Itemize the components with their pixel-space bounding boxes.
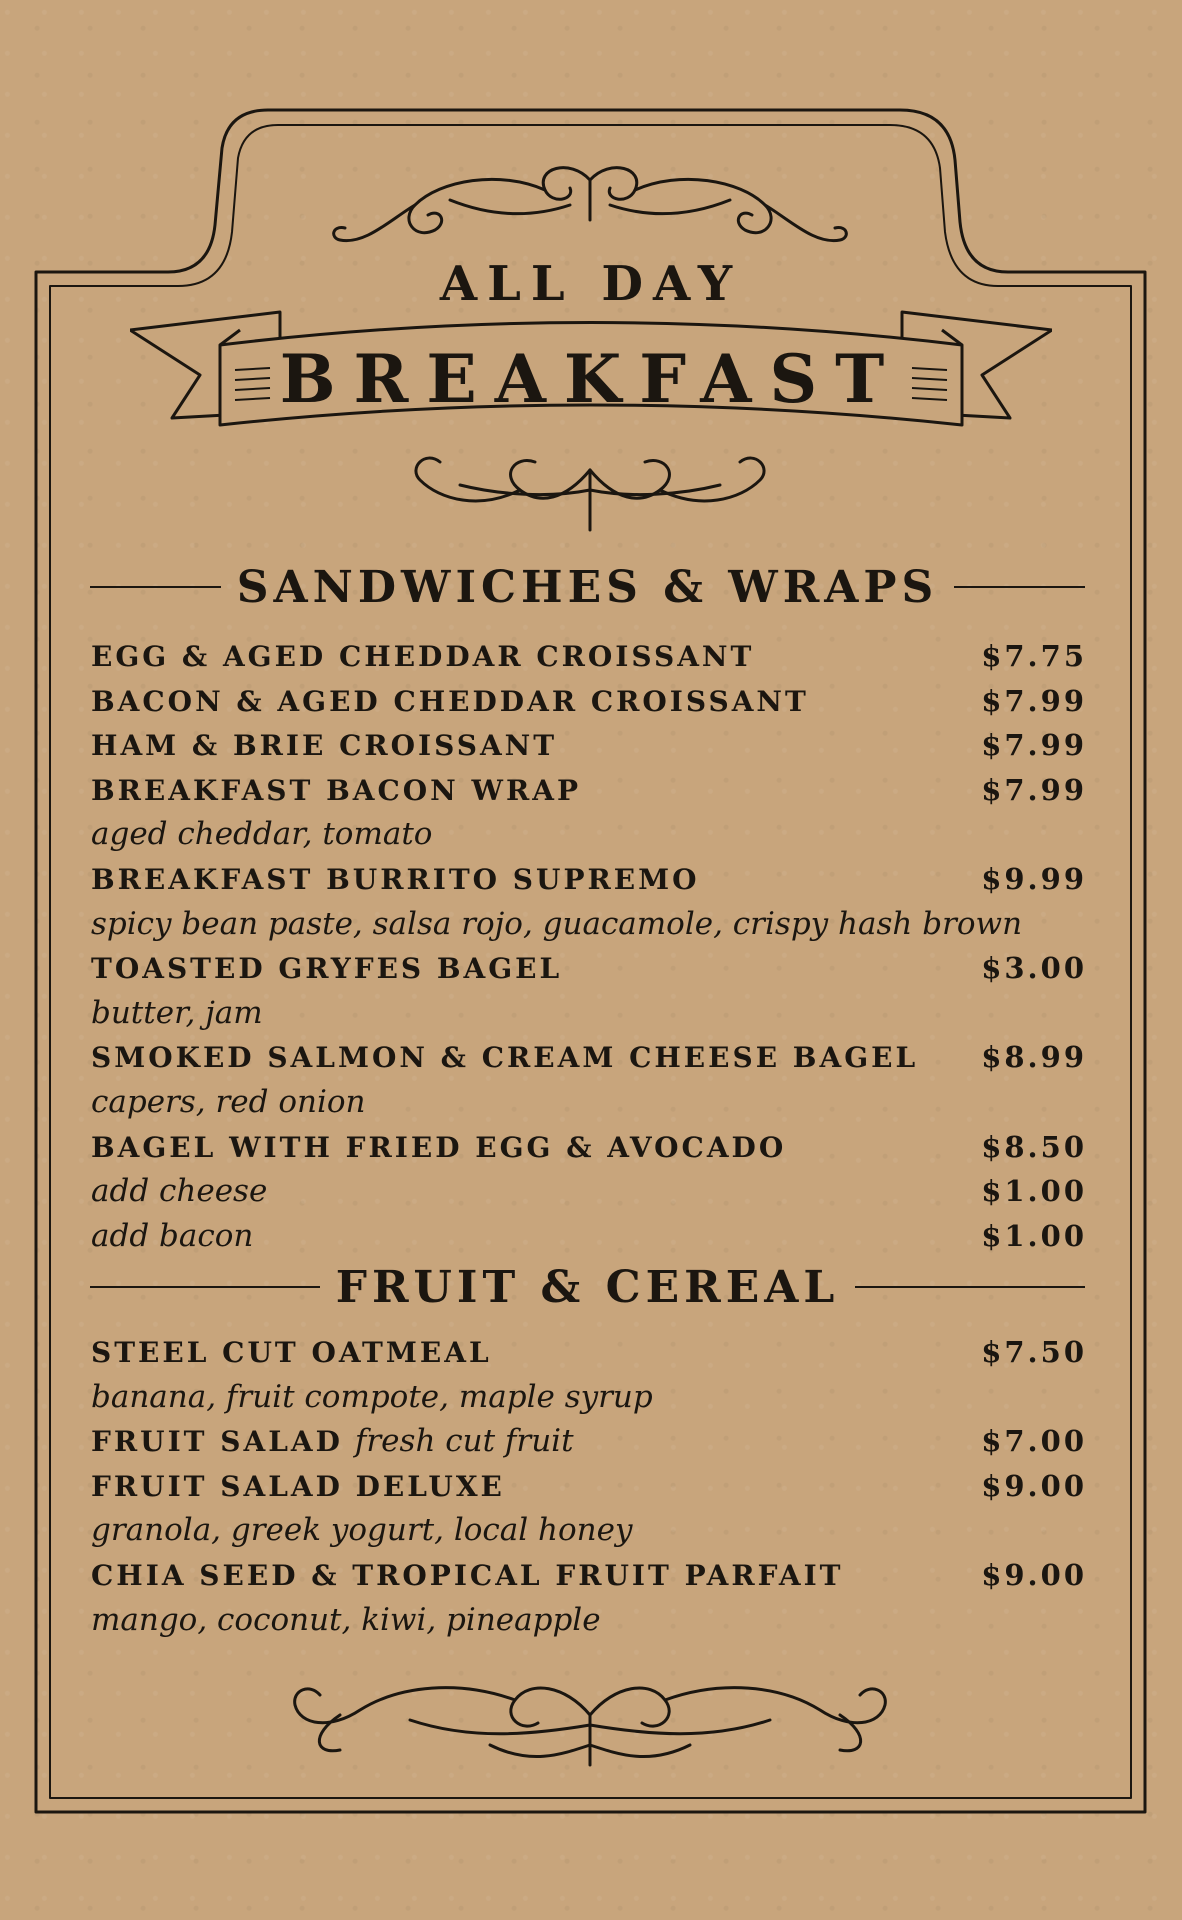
banner-bottom-flourish-ornament (400, 440, 780, 540)
section-header-sandwiches (90, 562, 1085, 612)
menu-subtitle: ALL DAY (439, 256, 743, 312)
item-price: $3.00 (981, 951, 1087, 986)
item-name: BREAKFAST BACON WRAP (91, 773, 582, 807)
item-price: $9.00 (981, 1557, 1087, 1592)
sandwiches-list (91, 634, 1087, 1258)
menu-item (91, 768, 1087, 813)
item-price: $9.99 (981, 861, 1087, 896)
item-description: capers, red onion (91, 1083, 366, 1120)
fruit-cereal-list (91, 1330, 1087, 1642)
item-description-row (91, 1375, 1087, 1420)
section-header-fruit-cereal (90, 1262, 1085, 1312)
menu-item (91, 679, 1087, 724)
section-title: SANDWICHES & WRAPS (236, 561, 939, 613)
item-description-row (91, 812, 1087, 857)
item-name: STEEL CUT OATMEAL (91, 1336, 492, 1369)
item-name: FRUIT SALAD DELUXE (91, 1469, 505, 1503)
menu-item (91, 1330, 1087, 1375)
menu-item (91, 1125, 1087, 1170)
item-price: $7.99 (981, 728, 1087, 763)
item-description: banana, fruit compote, maple syrup (91, 1378, 653, 1415)
addon-row (91, 1169, 1087, 1214)
bottom-flourish-ornament (290, 1655, 890, 1775)
item-name: HAM & BRIE CROISSANT (91, 729, 558, 763)
menu-item (91, 946, 1087, 991)
item-price: $7.50 (981, 1335, 1087, 1369)
menu-item (91, 1035, 1087, 1080)
item-price: $8.50 (981, 1129, 1087, 1164)
item-description: spicy bean paste, salsa rojo, guacamole, crispy hash brown (91, 905, 1023, 942)
item-name: BAGEL WITH FRIED EGG & AVOCADO (91, 1130, 787, 1164)
item-price: $8.99 (981, 1040, 1087, 1075)
top-flourish-ornament (330, 160, 850, 270)
menu-item (91, 1464, 1087, 1509)
item-price: $7.00 (981, 1424, 1087, 1459)
item-price: $9.00 (981, 1468, 1087, 1503)
item-description-row (91, 1508, 1087, 1553)
item-price: $7.99 (981, 772, 1087, 807)
item-price: $7.75 (981, 639, 1087, 673)
item-name: SMOKED SALMON & CREAM CHEESE BAGEL (91, 1041, 919, 1075)
item-description: mango, coconut, kiwi, pineapple (91, 1601, 601, 1638)
item-description-row (91, 902, 1087, 947)
addon-label: add bacon (91, 1217, 254, 1254)
item-name: CHIA SEED & TROPICAL FRUIT PARFAIT (91, 1558, 844, 1592)
item-description: aged cheddar, tomato (91, 816, 433, 853)
item-name-text: FRUIT SALAD (91, 1425, 343, 1459)
section-title: FRUIT & CEREAL (335, 1261, 840, 1313)
menu-item (91, 857, 1087, 902)
item-price: $7.99 (981, 683, 1087, 718)
addon-price: $1.00 (981, 1218, 1087, 1253)
section-rule-right (954, 586, 1085, 588)
menu-item (91, 634, 1087, 679)
item-name: EGG & AGED CHEDDAR CROISSANT (91, 640, 755, 673)
item-name: TOASTED GRYFES BAGEL (91, 952, 563, 986)
item-name (91, 1419, 574, 1465)
item-name: BACON & AGED CHEDDAR CROISSANT (91, 684, 809, 718)
section-rule-left (90, 1286, 320, 1288)
menu-title: BREAKFAST (279, 340, 903, 418)
item-description-row (91, 991, 1087, 1036)
menu-item (91, 1419, 1087, 1464)
section-rule-left (90, 586, 221, 588)
item-description-row (91, 1080, 1087, 1125)
menu-item (91, 1553, 1087, 1598)
addon-row (91, 1214, 1087, 1259)
addon-price: $1.00 (981, 1174, 1087, 1209)
item-inline-description: fresh cut fruit (354, 1423, 574, 1460)
menu-item (91, 723, 1087, 768)
addon-label: add cheese (91, 1173, 268, 1210)
item-description: granola, greek yogurt, local honey (91, 1512, 633, 1549)
item-name: BREAKFAST BURRITO SUPREMO (91, 862, 700, 896)
item-description: butter, jam (91, 994, 263, 1031)
section-rule-right (855, 1286, 1085, 1288)
item-description-row (91, 1598, 1087, 1643)
